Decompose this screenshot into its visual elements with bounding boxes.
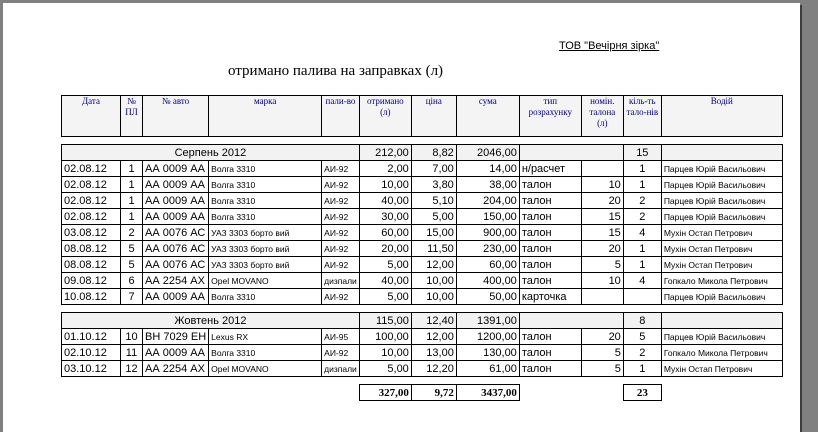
cell-price: 12,00	[411, 329, 456, 345]
total-price: 9,72	[411, 385, 456, 401]
cell-coupon-count	[623, 289, 661, 305]
cell-date: 08.08.12	[62, 257, 121, 273]
header-date: Дата	[62, 96, 121, 137]
cell-received: 2,00	[359, 161, 411, 177]
cell-payment-type: талон	[519, 225, 581, 241]
cell-coupon-count: 1	[623, 177, 661, 193]
table-row	[62, 177, 783, 193]
cell-fuel: АИ-95	[322, 329, 360, 345]
table-row	[62, 161, 783, 177]
cell-date: 03.08.12	[62, 225, 121, 241]
cell-model: Волга 3310	[209, 209, 322, 225]
section-name: Жовтень 2012	[62, 313, 360, 329]
cell-fuel: дизпали	[322, 361, 360, 377]
table-row	[62, 361, 783, 377]
cell-coupon-nominal: 20	[581, 193, 623, 209]
cell-fuel: АИ-92	[322, 161, 360, 177]
report-page	[3, 3, 800, 432]
cell-price: 13,00	[411, 345, 456, 361]
cell-sum: 1200,00	[456, 329, 519, 345]
cell-coupon-count: 4	[623, 225, 661, 241]
cell-fuel: АИ-92	[322, 193, 360, 209]
total-count: 23	[623, 385, 661, 401]
cell-date: 01.10.12	[62, 329, 121, 345]
cell-fuel: АИ-92	[322, 225, 360, 241]
cell-coupon-nominal: 20	[581, 329, 623, 345]
cell-coupon-count: 1	[623, 361, 661, 377]
cell-date: 08.08.12	[62, 241, 121, 257]
cell-waybill: 2	[121, 225, 143, 241]
cell-received: 10,00	[359, 345, 411, 361]
cell-model: Opel MOVANO	[209, 273, 322, 289]
section-empty	[661, 145, 782, 161]
table-row	[62, 329, 783, 345]
cell-sum: 204,00	[456, 193, 519, 209]
cell-received: 5,00	[359, 289, 411, 305]
section-price: 8,82	[411, 145, 456, 161]
cell-model: Волга 3310	[209, 193, 322, 209]
table-row	[62, 209, 783, 225]
table-row	[62, 273, 783, 289]
cell-waybill: 1	[121, 209, 143, 225]
cell-fuel: АИ-92	[322, 345, 360, 361]
cell-waybill: 1	[121, 193, 143, 209]
cell-payment-type: талон	[519, 257, 581, 273]
cell-coupon-count: 2	[623, 193, 661, 209]
header-received: отримано (л)	[359, 96, 411, 137]
cell-sum: 130,00	[456, 345, 519, 361]
cell-sum: 150,00	[456, 209, 519, 225]
cell-coupon-nominal: 5	[581, 345, 623, 361]
cell-model: Волга 3310	[209, 345, 322, 361]
cell-payment-type: талон	[519, 361, 581, 377]
cell-payment-type: талон	[519, 177, 581, 193]
cell-fuel: АИ-92	[322, 257, 360, 273]
cell-price: 11,50	[411, 241, 456, 257]
cell-model: Волга 3310	[209, 161, 322, 177]
company-name: ТОВ "Вечірня зірка"	[559, 40, 660, 52]
cell-car-number: АА 2254 АХ	[143, 361, 209, 377]
cell-coupon-nominal: 20	[581, 241, 623, 257]
cell-driver: Мухін Остап Петрович	[661, 257, 782, 273]
cell-coupon-count: 2	[623, 345, 661, 361]
cell-price: 5,10	[411, 193, 456, 209]
cell-model: УАЗ 3303 борто вий	[209, 257, 322, 273]
cell-coupon-nominal: 15	[581, 225, 623, 241]
cell-payment-type: талон	[519, 193, 581, 209]
cell-waybill: 12	[121, 361, 143, 377]
header-price: ціна	[411, 96, 456, 137]
cell-fuel: дизпали	[322, 273, 360, 289]
cell-received: 10,00	[359, 177, 411, 193]
cell-payment-type: талон	[519, 209, 581, 225]
cell-received: 60,00	[359, 225, 411, 241]
cell-coupon-nominal: 10	[581, 273, 623, 289]
cell-waybill: 11	[121, 345, 143, 361]
section-count: 8	[623, 313, 661, 329]
cell-price: 5,00	[411, 209, 456, 225]
cell-model: Opel MOVANO	[209, 361, 322, 377]
cell-price: 3,80	[411, 177, 456, 193]
cell-car-number: ВН 7029 ЕН	[143, 329, 209, 345]
cell-sum: 60,00	[456, 257, 519, 273]
cell-car-number: АА 0076 АС	[143, 241, 209, 257]
section-sum: 2046,00	[456, 145, 519, 161]
cell-payment-type: талон	[519, 241, 581, 257]
cell-price: 15,00	[411, 225, 456, 241]
cell-received: 5,00	[359, 361, 411, 377]
cell-waybill: 5	[121, 257, 143, 273]
cell-driver: Мухін Остап Петрович	[661, 241, 782, 257]
section-received: 115,00	[359, 313, 411, 329]
cell-sum: 61,00	[456, 361, 519, 377]
cell-sum: 400,00	[456, 273, 519, 289]
cell-sum: 900,00	[456, 225, 519, 241]
table-row	[62, 257, 783, 273]
cell-coupon-count: 5	[623, 329, 661, 345]
cell-received: 30,00	[359, 209, 411, 225]
table-row	[62, 225, 783, 241]
cell-car-number: АА 0009 АА	[143, 193, 209, 209]
totals-row	[62, 385, 783, 401]
cell-date: 02.08.12	[62, 161, 121, 177]
cell-driver: Парцев Юрій Васильович	[661, 177, 782, 193]
cell-waybill: 7	[121, 289, 143, 305]
cell-car-number: АА 0009 АА	[143, 345, 209, 361]
totals-spacer	[519, 385, 623, 401]
cell-coupon-count: 1	[623, 161, 661, 177]
cell-received: 5,00	[359, 257, 411, 273]
cell-received: 100,00	[359, 329, 411, 345]
cell-waybill: 10	[121, 329, 143, 345]
cell-waybill: 6	[121, 273, 143, 289]
header-car-number: № авто	[143, 96, 209, 137]
cell-received: 40,00	[359, 193, 411, 209]
header-driver: Водій	[661, 96, 782, 137]
header-row	[62, 96, 783, 137]
total-sum: 3437,00	[456, 385, 519, 401]
cell-waybill: 1	[121, 161, 143, 177]
table-row	[62, 345, 783, 361]
cell-coupon-nominal: 15	[581, 209, 623, 225]
cell-sum: 38,00	[456, 177, 519, 193]
section-price: 12,40	[411, 313, 456, 329]
cell-payment-type: карточка	[519, 289, 581, 305]
cell-price: 7,00	[411, 161, 456, 177]
cell-fuel: АИ-92	[322, 177, 360, 193]
header-model: марка	[209, 96, 322, 137]
cell-car-number: АА 0009 АА	[143, 161, 209, 177]
header-sum: сума	[456, 96, 519, 137]
cell-date: 03.10.12	[62, 361, 121, 377]
cell-fuel: АИ-92	[322, 289, 360, 305]
section-empty	[661, 313, 782, 329]
section-sum: 1391,00	[456, 313, 519, 329]
cell-car-number: АА 0076 АС	[143, 257, 209, 273]
cell-car-number: АА 0009 АА	[143, 209, 209, 225]
cell-date: 02.08.12	[62, 177, 121, 193]
cell-driver: Парцев Юрій Васильович	[661, 161, 782, 177]
cell-price: 12,20	[411, 361, 456, 377]
fuel-table	[61, 95, 783, 401]
cell-payment-type: н/расчет	[519, 161, 581, 177]
cell-coupon-nominal: 10	[581, 177, 623, 193]
section-name: Серпень 2012	[62, 145, 360, 161]
total-received: 327,00	[359, 385, 411, 401]
cell-sum: 14,00	[456, 161, 519, 177]
cell-coupon-nominal	[581, 161, 623, 177]
section-count: 15	[623, 145, 661, 161]
cell-sum: 50,00	[456, 289, 519, 305]
cell-date: 02.10.12	[62, 345, 121, 361]
cell-car-number: АА 2254 АХ	[143, 273, 209, 289]
section-summary-row	[62, 313, 783, 329]
cell-coupon-count: 4	[623, 273, 661, 289]
cell-payment-type: талон	[519, 273, 581, 289]
cell-fuel: АИ-92	[322, 209, 360, 225]
cell-driver: Парцев Юрій Васильович	[661, 209, 782, 225]
cell-driver: Гопкало Микола Петрович	[661, 345, 782, 361]
cell-model: УАЗ 3303 борто вий	[209, 225, 322, 241]
totals-spacer	[661, 385, 782, 401]
cell-car-number: АА 0009 АА	[143, 289, 209, 305]
header-payment-type: тип розрахунку	[519, 96, 581, 137]
cell-waybill: 5	[121, 241, 143, 257]
cell-fuel: АИ-92	[322, 241, 360, 257]
cell-coupon-nominal	[581, 289, 623, 305]
cell-received: 20,00	[359, 241, 411, 257]
cell-driver: Парцев Юрій Васильович	[661, 193, 782, 209]
report-title: отримано палива на заправках (л)	[228, 63, 444, 79]
cell-car-number: АА 0076 АС	[143, 225, 209, 241]
section-empty	[519, 313, 623, 329]
header-fuel: пали-во	[322, 96, 360, 137]
cell-coupon-count: 2	[623, 209, 661, 225]
cell-model: УАЗ 3303 борто вий	[209, 241, 322, 257]
header-waybill: № ПЛ	[121, 96, 143, 137]
cell-date: 09.08.12	[62, 273, 121, 289]
cell-payment-type: талон	[519, 345, 581, 361]
cell-model: Lexus RX	[209, 329, 322, 345]
cell-car-number: АА 0009 АА	[143, 177, 209, 193]
cell-model: Волга 3310	[209, 177, 322, 193]
cell-date: 02.08.12	[62, 209, 121, 225]
cell-driver: Мухін Остап Петрович	[661, 361, 782, 377]
cell-driver: Мухін Остап Петрович	[661, 225, 782, 241]
section-empty	[519, 145, 623, 161]
cell-date: 10.08.12	[62, 289, 121, 305]
cell-price: 10,00	[411, 289, 456, 305]
cell-coupon-nominal: 5	[581, 257, 623, 273]
cell-coupon-count: 1	[623, 257, 661, 273]
table-row	[62, 241, 783, 257]
table-row	[62, 289, 783, 305]
cell-coupon-nominal: 5	[581, 361, 623, 377]
table-row	[62, 193, 783, 209]
cell-date: 02.08.12	[62, 193, 121, 209]
cell-price: 10,00	[411, 273, 456, 289]
cell-model: Волга 3310	[209, 289, 322, 305]
section-summary-row	[62, 145, 783, 161]
header-coupon-count: кіль-ть тало-нів	[623, 96, 661, 137]
cell-coupon-count: 1	[623, 241, 661, 257]
cell-driver: Парцев Юрій Васильович	[661, 289, 782, 305]
cell-waybill: 1	[121, 177, 143, 193]
cell-price: 12,00	[411, 257, 456, 273]
cell-received: 40,00	[359, 273, 411, 289]
totals-spacer	[62, 385, 360, 401]
header-coupon-nominal: номін. талона (л)	[581, 96, 623, 137]
cell-sum: 230,00	[456, 241, 519, 257]
cell-driver: Парцев Юрій Васильович	[661, 329, 782, 345]
section-received: 212,00	[359, 145, 411, 161]
cell-driver: Гопкало Микола Петрович	[661, 273, 782, 289]
cell-payment-type: талон	[519, 329, 581, 345]
